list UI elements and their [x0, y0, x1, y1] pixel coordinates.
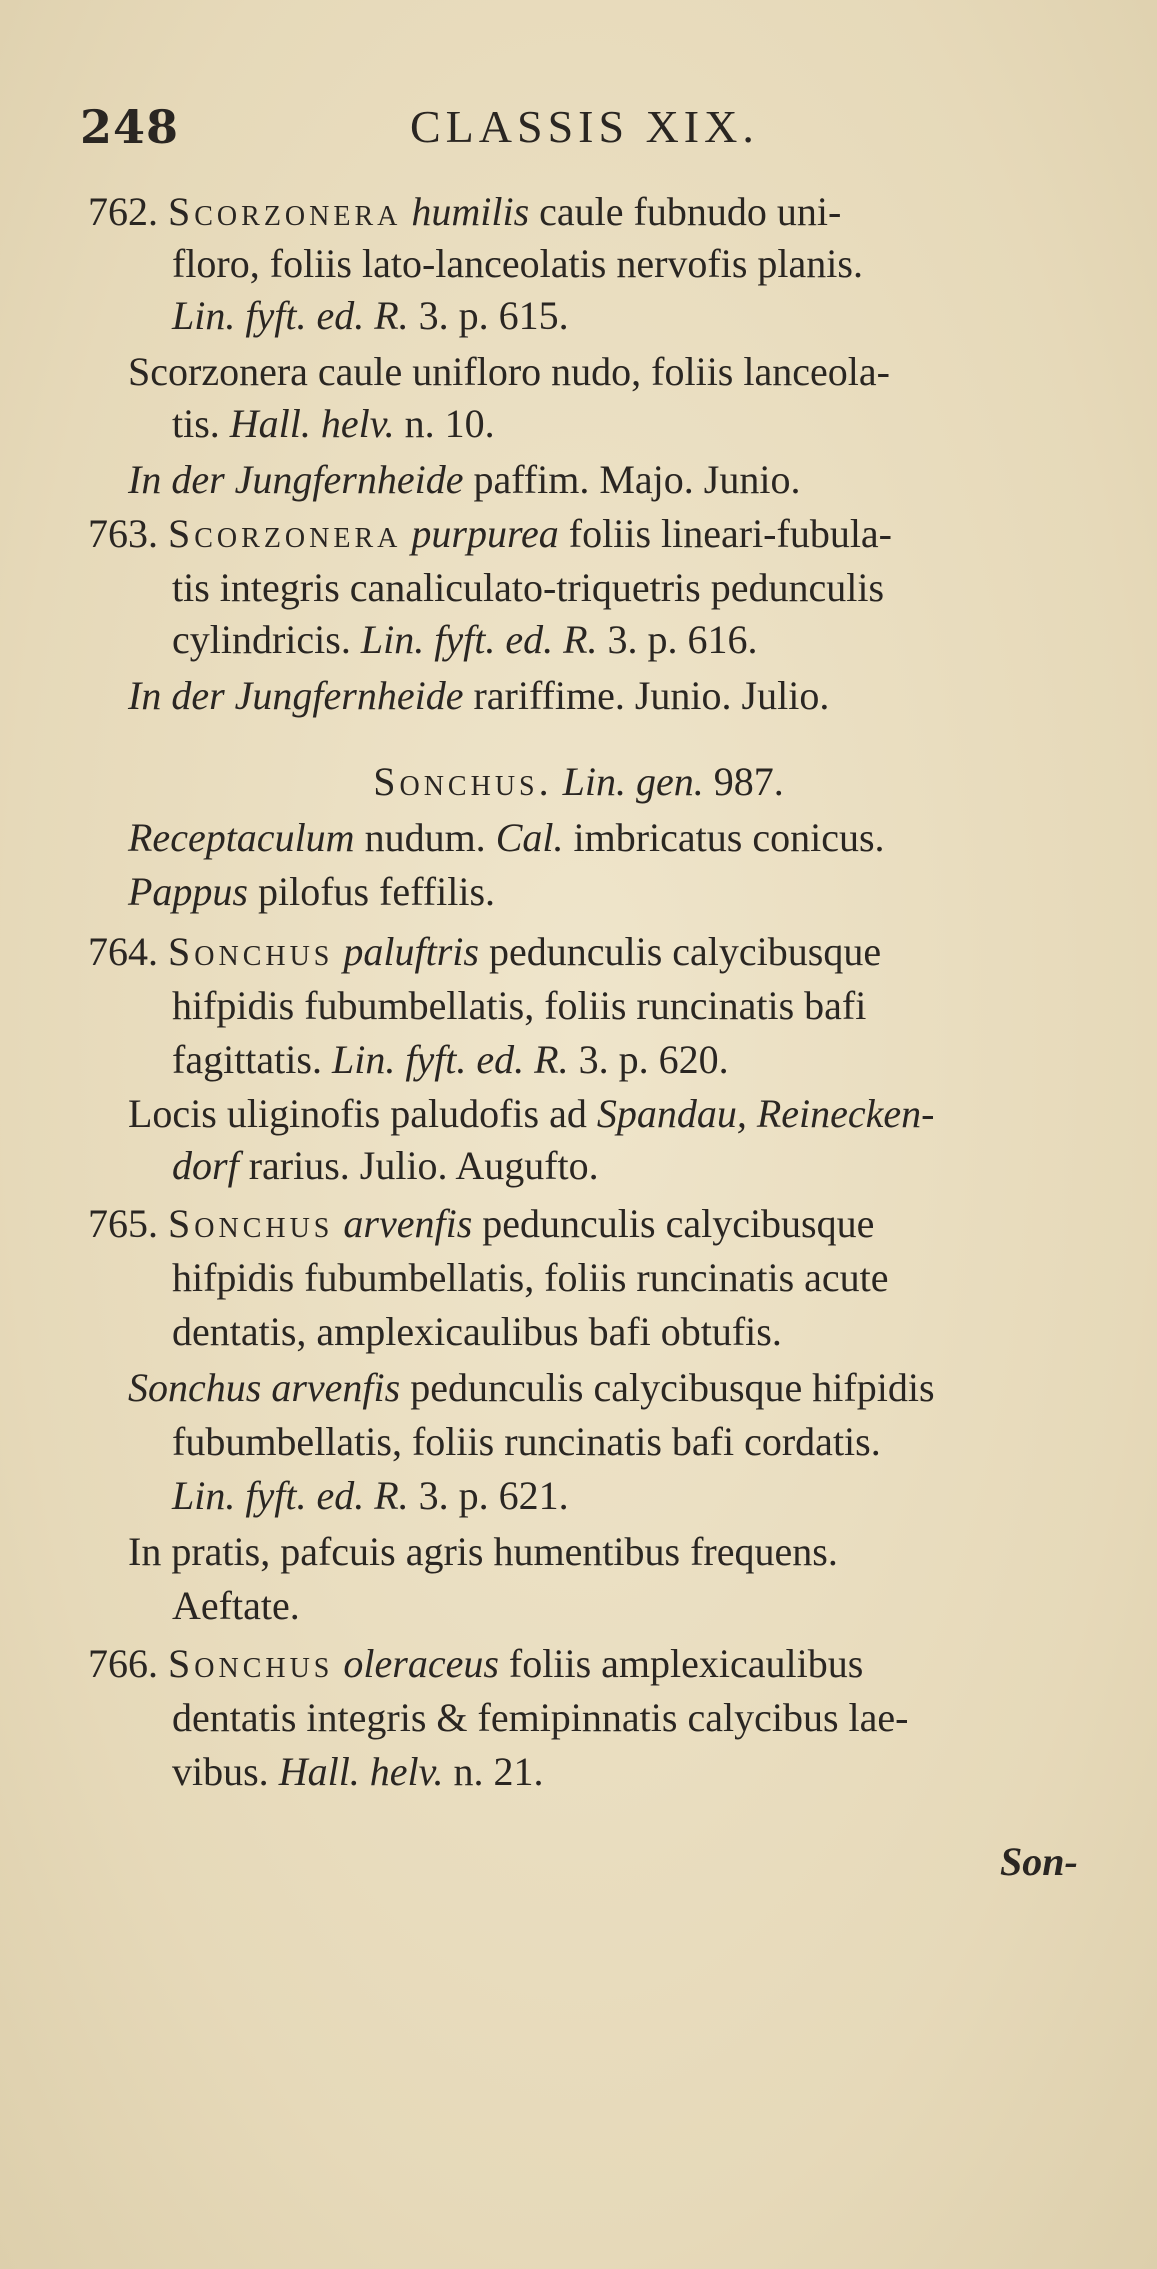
- genus-character-1: [128, 814, 885, 862]
- reference-page: 3. p. 620.: [578, 1037, 729, 1082]
- locality-name: dorf: [172, 1143, 239, 1188]
- locality-name: In der Jungfernheide: [128, 673, 464, 718]
- reference: Hall. helv.: [278, 1749, 444, 1794]
- locality-text: Locis uliginofis paludofis ad: [128, 1091, 587, 1136]
- entry-762-locality: [128, 456, 800, 504]
- entry-766-line-2: dentatis integris & femipinnatis calycibus lae-: [172, 1695, 909, 1740]
- entry-763-line-3: [172, 616, 758, 664]
- description-text: cylindricis.: [172, 617, 351, 662]
- entry-765-line-3: dentatis, amplexicaulibus bafi obtufis.: [172, 1309, 782, 1354]
- entry-764-line-2: hifpidis fubumbellatis, foliis runcinatis bafi: [172, 983, 867, 1028]
- locality-text: paffim. Majo. Junio.: [473, 457, 801, 502]
- description-text: fagittatis.: [172, 1037, 322, 1082]
- locality-name: Spandau, Reinecken-: [596, 1091, 935, 1136]
- page-number: 248: [80, 100, 180, 154]
- page-header: [80, 100, 1080, 160]
- entry-765-locality-1: In pratis, pafcuis agris humentibus frequens.: [128, 1529, 838, 1574]
- entry-764-line-3: [172, 1036, 729, 1084]
- entry-766-line-3: [172, 1748, 543, 1796]
- entry-764-locality-1: [128, 1090, 934, 1138]
- entry-765-line-2: hifpidis fubumbellatis, foliis runcinatis acute: [172, 1255, 889, 1300]
- species-name: paluftris: [343, 929, 479, 974]
- entry-765-synonym-2: fubumbellatis, foliis runcinatis bafi cordatis.: [172, 1419, 881, 1464]
- reference-page: 3. p. 621.: [418, 1473, 569, 1518]
- character-text: pilofus feffilis.: [258, 869, 496, 914]
- species-name: purpurea: [411, 511, 559, 556]
- entry-762-line-2: floro, foliis lato-lanceolatis nervofis planis.: [172, 241, 863, 286]
- reference: Lin. fyft. ed. R.: [360, 617, 598, 662]
- entry-763-line-2: tis integris canaliculato-triquetris pedunculis: [172, 565, 885, 610]
- entry-763-locality: [128, 672, 829, 720]
- locality-text: rariffime. Junio. Julio.: [473, 673, 830, 718]
- entry-765-locality-2: Aeftate.: [172, 1583, 300, 1628]
- description-text: vibus.: [172, 1749, 269, 1794]
- catchword: Son-: [1000, 1839, 1078, 1884]
- synonym-name: Sonchus arvenfis: [128, 1365, 401, 1410]
- genus-name: Sonchus: [168, 1201, 334, 1246]
- entry-764-locality-2: [172, 1142, 599, 1190]
- description-text: caule fubnudo uni-: [539, 189, 842, 234]
- genus-reference-number: 987.: [713, 759, 784, 804]
- genus-name: Sonchus: [168, 929, 334, 974]
- description-text: pedunculis calycibusque: [482, 1201, 875, 1246]
- genus-character-2: [128, 868, 495, 916]
- genus-reference: Lin. gen.: [562, 759, 704, 804]
- entry-number: 766.: [88, 1641, 158, 1686]
- genus-heading: [0, 758, 1157, 806]
- character-term: Pappus: [128, 869, 248, 914]
- reference: Lin. fyft. ed. R.: [331, 1037, 569, 1082]
- entry-766-line-1: [88, 1640, 863, 1688]
- entry-765-line-1: [88, 1200, 874, 1248]
- species-name: humilis: [411, 189, 530, 234]
- species-name: arvenfis: [343, 1201, 473, 1246]
- entry-762-synonym-1: Scorzonera caule unifloro nudo, foliis lanceola-: [128, 349, 890, 394]
- reference-page: 3. p. 615.: [418, 293, 569, 338]
- character-text: nudum.: [364, 815, 486, 860]
- locality-name: In der Jungfernheide: [128, 457, 464, 502]
- description-text: pedunculis calycibusque: [488, 929, 882, 974]
- reference-number: n. 10.: [404, 401, 495, 446]
- entry-number: 765.: [88, 1201, 158, 1246]
- reference: Lin. fyft. ed. R.: [172, 1473, 409, 1518]
- reference: Hall. helv.: [229, 401, 395, 446]
- entry-764-line-1: [88, 928, 881, 976]
- species-name: oleraceus: [343, 1641, 499, 1686]
- genus-name: Scorzonera: [168, 511, 402, 556]
- description-text: foliis amplexicaulibus: [508, 1641, 864, 1686]
- entry-number: 762.: [88, 189, 158, 234]
- character-text: imbricatus conicus.: [573, 815, 885, 860]
- running-head: CLASSIS XIX.: [410, 101, 759, 152]
- reference: Lin. fyft. ed. R.: [172, 293, 409, 338]
- entry-765-synonym-1: [128, 1364, 935, 1412]
- genus-name: Sonchus: [168, 1641, 334, 1686]
- entry-number: 764.: [88, 929, 158, 974]
- description-text: foliis lineari-fubula-: [568, 511, 893, 556]
- entry-765-synonym-3: [172, 1472, 569, 1520]
- genus-title: Sonchus.: [373, 759, 553, 804]
- entry-762-synonym-2: [172, 400, 495, 448]
- reference-page: 3. p. 616.: [607, 617, 758, 662]
- entry-number: 763.: [88, 511, 158, 556]
- synonym-text: pedunculis calycibusque hifpidis: [410, 1365, 935, 1410]
- reference-number: n. 21.: [453, 1749, 544, 1794]
- entry-762-line-3: [172, 292, 569, 340]
- entry-762-line-1: [88, 188, 841, 236]
- genus-name: Scorzonera: [168, 189, 402, 234]
- character-term: Receptaculum: [128, 815, 355, 860]
- entry-763-line-1: [88, 510, 892, 558]
- synonym-text: tis.: [172, 401, 220, 446]
- character-term: Cal.: [495, 815, 564, 860]
- locality-text: rarius. Julio. Augufto.: [248, 1143, 599, 1188]
